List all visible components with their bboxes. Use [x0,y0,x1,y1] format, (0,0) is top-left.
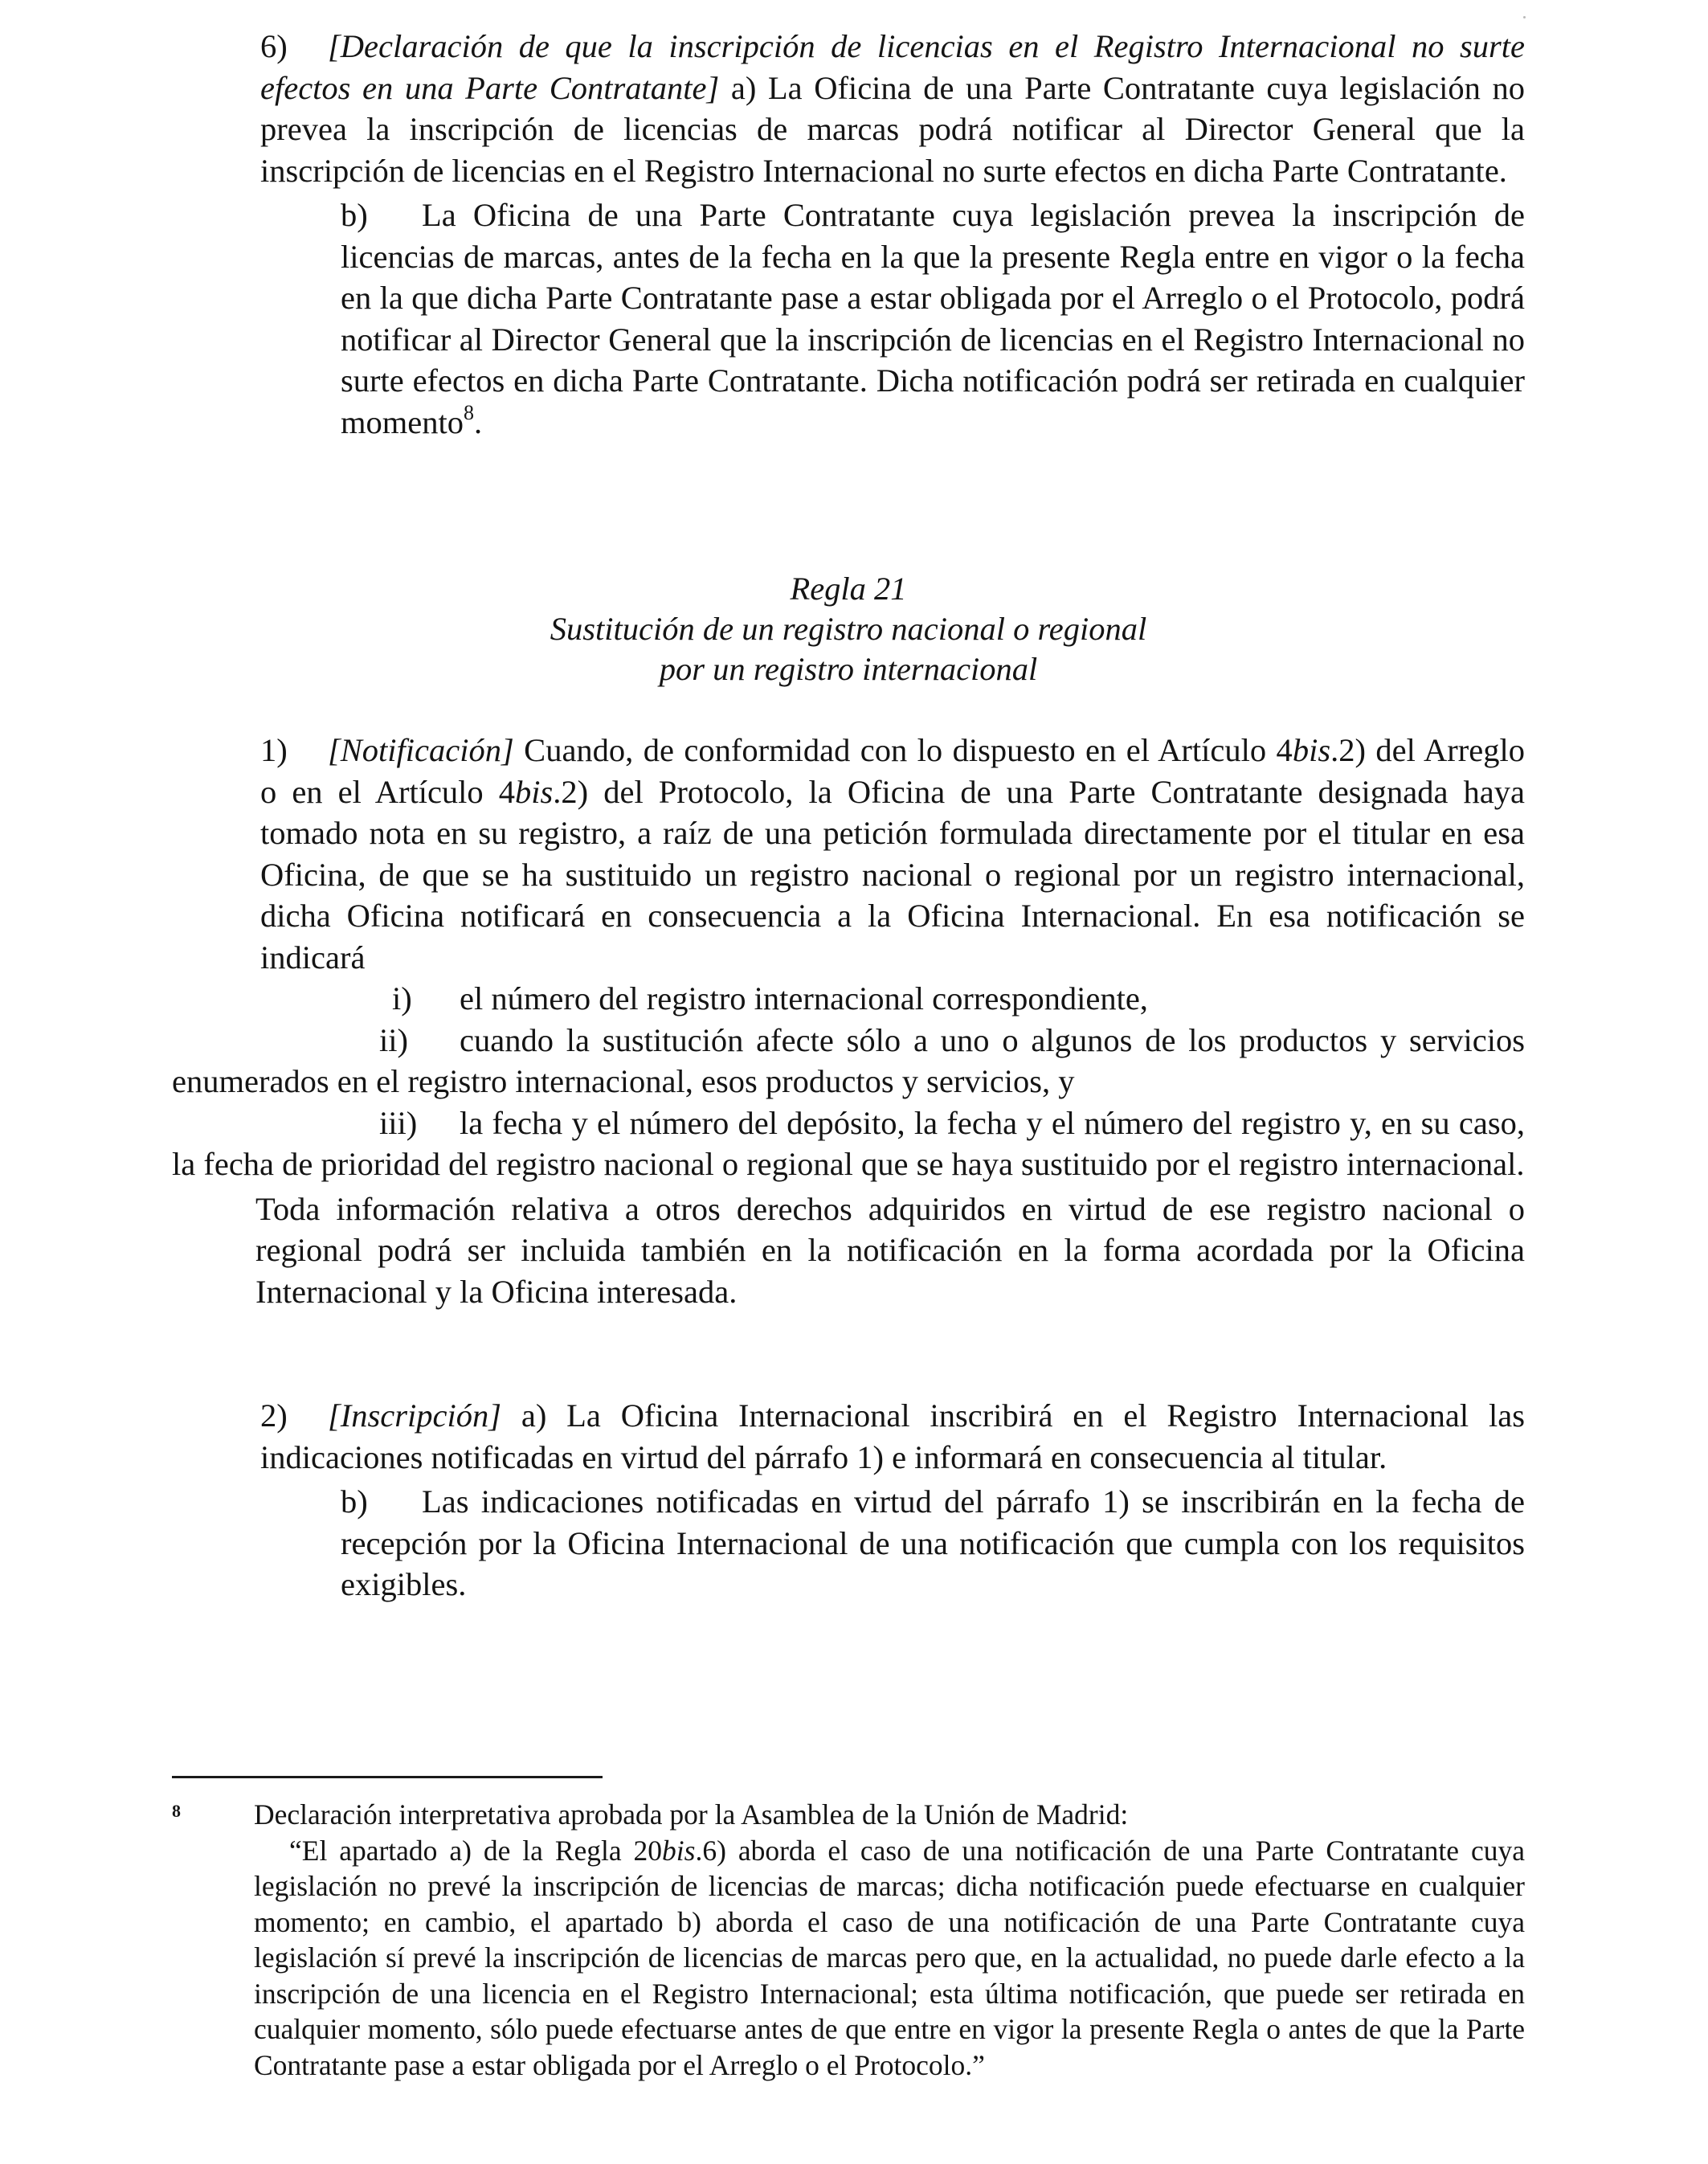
paragraph-1-closing [172,1188,1525,1313]
subparagraph-label: b) [341,197,368,233]
paragraph-text: a) La Oficina de una Parte Contratante cuya legislación no prevea la inscripción de licencias de marcas podrá notificar al Director General que la inscripción de licencias en el Registro Internacional no surte efectos en dicha Parte Contratante. [260,69,1525,189]
paragraph-text: Toda información relativa a otros derechos adquiridos en virtud de ese registro nacional o regional podrá ser incluida también en la notificación en la forma acordada por la Oficina Internacional y la Oficina interesada. [255,1190,1525,1310]
rule21-paragraph-1-block [172,730,1525,1312]
rule-title-line1: Sustitución de un registro nacional o regional [550,611,1147,647]
footnote-quote [254,1833,1525,2084]
paragraph-text: La Oficina de una Parte Contratante cuya legislación prevea la inscripción de licencias de marcas, antes de la fecha en la que la presente Regla entre en vigor o la fecha en la que dicha Parte Contratante pase a estar obligada por el Arreglo o el Protocolo, podrá notificar al Director General que la inscripción de licencias en el Registro Internacional no surte efectos en dicha Parte Contratante. Dicha notificación podrá ser retirada en cualquier momento [341,197,1525,440]
paragraph-text: .2) del Arreglo o en el Artículo 4 [260,732,1526,810]
paragraph-text: Las indicaciones notificadas en virtud del párrafo 1) se inscribirán en la fecha de recepción por la Oficina Internacional de una notificación que cumpla con los requisitos exigibles. [341,1483,1525,1602]
footnote-intro [254,1797,1525,1833]
list-item-ii [172,1020,1525,1102]
subparagraph-label: b) [341,1483,368,1520]
list-item-i [172,978,1525,1020]
paragraph-title: [Declaración de que la inscripción de licencias en el Registro Internacional no surte efectos en una Parte Contratante] [260,28,1525,106]
paragraph-6b [172,194,1525,443]
rule21-paragraph-2-block [172,1395,1525,1606]
list-item-iii [172,1102,1525,1185]
footnote-reference[interactable]: 8 [463,401,474,424]
bis-italic: bis [662,1834,696,1867]
rule-title-line2: por un registro internacional [659,651,1038,687]
list-item-label: i) [392,980,412,1017]
paragraph-text: Cuando, de conformidad con lo dispuesto en el Artículo 4 [513,732,1293,768]
footnote-text: Declaración interpretativa aprobada por la Asamblea de la Unión de Madrid: [254,1798,1129,1831]
footnote-text: .6) aborda el caso de una notificación de una Parte Contratante cuya legislación no prevé la inscripción de licencias de marcas; dicha notificación puede efectuarse en cualquier momento; en cambio, el apartado b) aborda el caso de una notificación de una Parte Contratante cuya legislación sí prevé la inscripción de licencias de marcas pero que, en la actualidad, no puede darle efecto a la inscripción de una licencia en el Registro Internacional; esta última notificación, que puede ser retirada en cualquier momento, sólo puede efectuarse antes de que entre en vigor la presente Regla o antes de que la Parte Contratante pase a estar obligada por el Arreglo o el Protocolo.” [254,1834,1525,2081]
paragraph-2a [172,1395,1525,1478]
list-item-text: el número del registro internacional correspondiente, [460,980,1148,1017]
paragraph-2b [172,1481,1525,1606]
footnote-text: “El apartado a) de la Regla 20 [289,1834,663,1867]
paragraph-text: .2) del Protocolo, la Oficina de una Parte Contratante designada haya tomado nota en su registro, a raíz de una petición formulada directamente por el titular en esa Oficina, de que se ha sustituido un registro nacional o regional por un registro internacional, dicha Oficina notificará en consecuencia a la Oficina Internacional. En esa notificación se indicará [260,773,1526,976]
paragraph-number: 1) [260,732,288,768]
list-item-text: la fecha y el número del depósito, la fecha y el número del registro y, en su caso, la fecha de prioridad del registro nacional o regional que se haya sustituido por el registro internacional. [172,1104,1525,1182]
footnote-body [254,1797,1525,2083]
list-item-text: cuando la sustitución afecte sólo a uno o algunos de los productos y servicios enumerados en el registro internacional, esos productos y servicios, y [172,1021,1525,1099]
bis-italic: bis [515,773,554,810]
paragraph-title: [Notificación] [328,732,514,768]
paragraph-6a [172,26,1525,191]
sentence-end: . [473,403,483,440]
paragraph-1 [172,730,1525,978]
footnote-mark: 8 [172,1801,181,1821]
paragraph-title: [Inscripción] [328,1397,501,1434]
list-item-label: iii) [379,1104,418,1141]
paragraph-text: a) La Oficina Internacional inscribirá en el Registro Internacional las indicaciones notificadas en virtud del párrafo 1) e informará en consecuencia al titular. [260,1397,1525,1475]
rule-number: Regla 21 [790,571,907,607]
rule-heading [172,569,1525,689]
footnote-8 [172,1797,1525,2083]
footnote-separator [172,1776,603,1778]
scan-speck [1523,16,1526,18]
bis-italic: bis [1292,732,1331,768]
paragraph-number: 6) [260,28,288,64]
list-item-label: ii) [379,1021,408,1058]
paragraph-number: 2) [260,1397,288,1434]
paragraph-6-block [172,26,1525,443]
